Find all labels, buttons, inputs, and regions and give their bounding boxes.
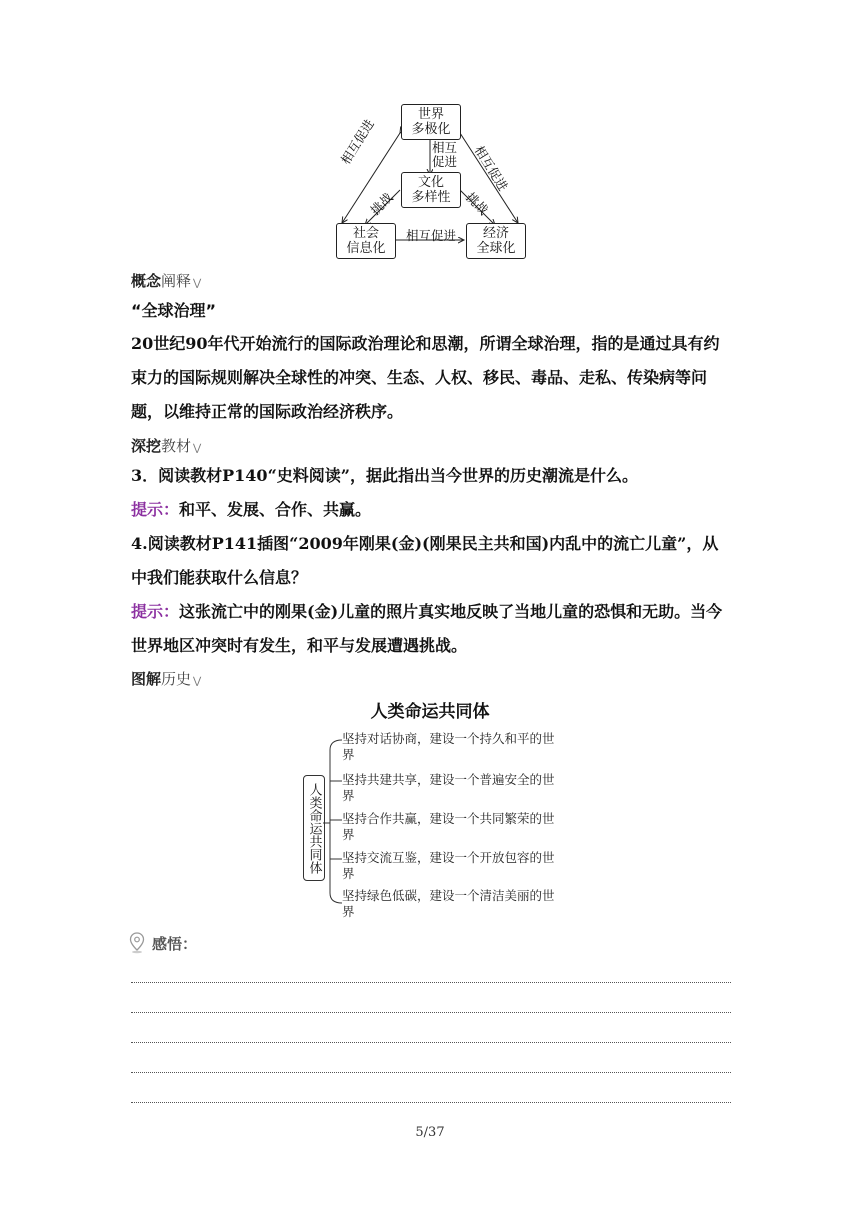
illustration-title: 人类命运共同体 [370,702,490,722]
node-culture-line1: 文化 [417,175,444,190]
answer-4: 提示：这张流亡中的刚果(金)儿童的照片真实地反映了当地儿童的恐惧和无助。当今世界地区冲突时有发生，和平与发展遭遇挑战。 [131,602,723,655]
tree-item: 坚持交流互鉴，建设一个开放包容的世界 [342,850,555,881]
tree-item: 坚持共建共享，建设一个普遍安全的世界 [342,772,555,803]
node-world-line2: 多极化 [411,122,451,137]
writing-line[interactable] [131,1102,731,1103]
edge-label-right-side: 相互促进 [471,143,511,194]
concept-body: 20世纪90年代开始流行的国际政治理论和思潮，所谓全球治理，指的是通过具有约束力的国际规则解决全球性的冲突、生态、人权、移民、毒品、走私、传染病等问题，以维持正常的国际政治经济秩序。 [131,334,720,421]
concept-title: “全球治理” [131,301,217,320]
node-culture-line2: 多样性 [411,190,451,205]
edge-label-bottom: 相互促进 [406,228,457,243]
node-social-informatization [336,223,396,259]
tree-root: 人类命运共同体 [303,775,325,881]
node-economy-line1: 经济 [482,226,509,241]
question-3: 3．阅读教材P140“史料阅读”，据此指出当今世界的历史潮流是什么。 [131,466,638,485]
question-4: 4.阅读教材P141插图“2009年刚果(金)(刚果民主共和国)内乱中的流亡儿童”，从中我们能获取什么信息？ [131,534,719,587]
tree-bracket [322,738,344,908]
edge-label-challenge-left: 挑战 [367,189,396,219]
node-cultural-diversity [401,172,461,208]
writing-line[interactable] [131,1012,731,1013]
textbook-header: 深挖教材 ⋁ [131,437,202,455]
node-economy-line2: 全球化 [476,241,516,256]
hint-label: 提示： [131,602,180,621]
node-society-line1: 社会 [352,226,379,241]
node-world-multipolar [401,104,461,140]
chevron-down-icon: ⋁ [193,676,202,687]
chevron-down-icon: ⋁ [193,278,202,289]
node-world-line1: 世界 [417,107,444,122]
page-number: 5/37 [415,1125,445,1140]
edge-label-left-side: 相互促进 [337,116,377,168]
illustration-header: 图解历史 ⋁ [131,670,202,688]
tree-item: 坚持绿色低碳，建设一个清洁美丽的世界 [342,888,555,919]
node-society-line2: 信息化 [346,241,386,256]
edge-label-challenge-right: 挑战 [462,189,492,218]
location-pin-icon [129,932,145,954]
chevron-down-icon: ⋁ [193,443,202,454]
hint-label: 提示： [131,500,180,519]
edge-label-world-culture: 相互 促进 [432,140,458,169]
node-economic-globalization [466,223,526,259]
reflection-label: 感悟： [152,935,198,953]
tree-item: 坚持合作共赢，建设一个共同繁荣的世界 [342,811,555,842]
writing-line[interactable] [131,1072,731,1073]
writing-line[interactable] [131,982,731,983]
writing-line[interactable] [131,1042,731,1043]
concept-header: 概念阐释 ⋁ [131,272,202,290]
tree-item: 坚持对话协商，建设一个持久和平的世界 [342,731,555,762]
answer-3: 提示：和平、发展、合作、共赢。 [131,500,372,519]
